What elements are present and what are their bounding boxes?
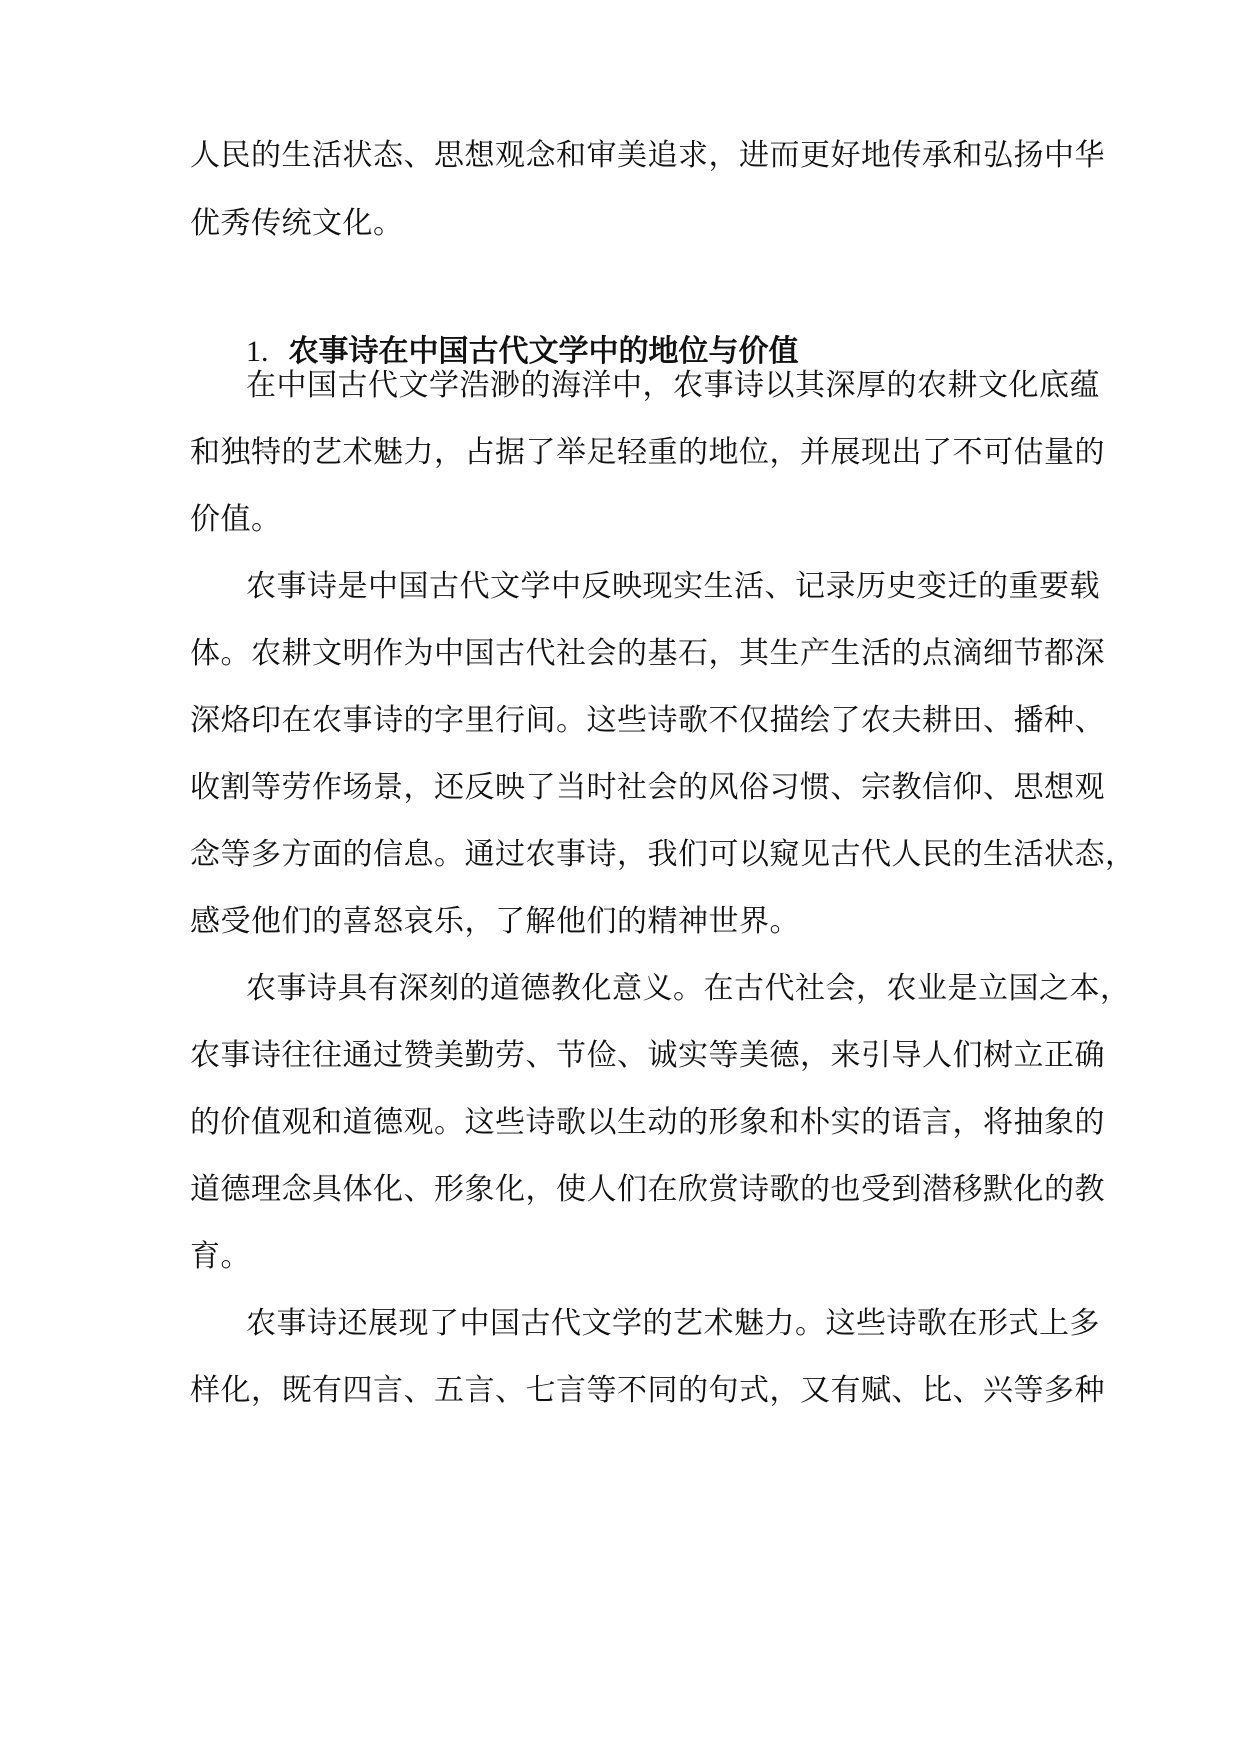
paragraph-1-line-2: 和独特的艺术魅力，占据了举足轻重的地位，并展现出了不可估量的 xyxy=(190,435,1105,470)
paragraph-2-line-4: 收割等劳作场景，还反映了当时社会的风俗习惯、宗教信仰、思想观 xyxy=(190,770,1105,805)
paragraph-3-line-2: 农事诗往往通过赞美勤劳、节俭、诚实等美德，来引导人们树立正确 xyxy=(190,1038,1105,1073)
paragraph-1-line-3: 价值。 xyxy=(190,502,282,537)
paragraph-2-line-5: 念等多方面的信息。通过农事诗，我们可以窥见古代人民的生活状态， xyxy=(190,837,1136,872)
paragraph-3-line-3: 的价值观和道德观。这些诗歌以生动的形象和朴实的语言，将抽象的 xyxy=(190,1105,1105,1140)
section-number: 1. xyxy=(246,335,269,368)
paragraph-1-line-1: 在中国古代文学浩渺的海洋中，农事诗以其深厚的农耕文化底蕴 xyxy=(246,368,1100,403)
paragraph-3-line-5: 育。 xyxy=(190,1239,251,1274)
paragraph-2-line-2: 体。农耕文明作为中国古代社会的基石，其生产生活的点滴细节都深 xyxy=(190,636,1105,671)
paragraph-4-line-1: 农事诗还展现了中国古代文学的艺术魅力。这些诗歌在形式上多 xyxy=(246,1306,1100,1341)
paragraph-2-line-6: 感受他们的喜怒哀乐，了解他们的精神世界。 xyxy=(190,904,800,939)
intro-line-1: 人民的生活状态、思想观念和审美追求，进而更好地传承和弘扬中华 xyxy=(190,138,1105,173)
intro-line-2: 优秀传统文化。 xyxy=(190,206,404,241)
paragraph-3-line-1: 农事诗具有深刻的道德教化意义。在古代社会，农业是立国之本， xyxy=(246,971,1131,1006)
section-title: 农事诗在中国古代文学中的地位与价值 xyxy=(288,334,799,369)
paragraph-3-line-4: 道德理念具体化、形象化，使人们在欣赏诗歌的也受到潜移默化的教 xyxy=(190,1172,1105,1207)
paragraph-2-line-3: 深烙印在农事诗的字里行间。这些诗歌不仅描绘了农夫耕田、播种、 xyxy=(190,703,1105,738)
paragraph-2-line-1: 农事诗是中国古代文学中反映现实生活、记录历史变迁的重要载 xyxy=(246,569,1100,604)
paragraph-4-line-2: 样化，既有四言、五言、七言等不同的句式，又有赋、比、兴等多种 xyxy=(190,1373,1105,1408)
